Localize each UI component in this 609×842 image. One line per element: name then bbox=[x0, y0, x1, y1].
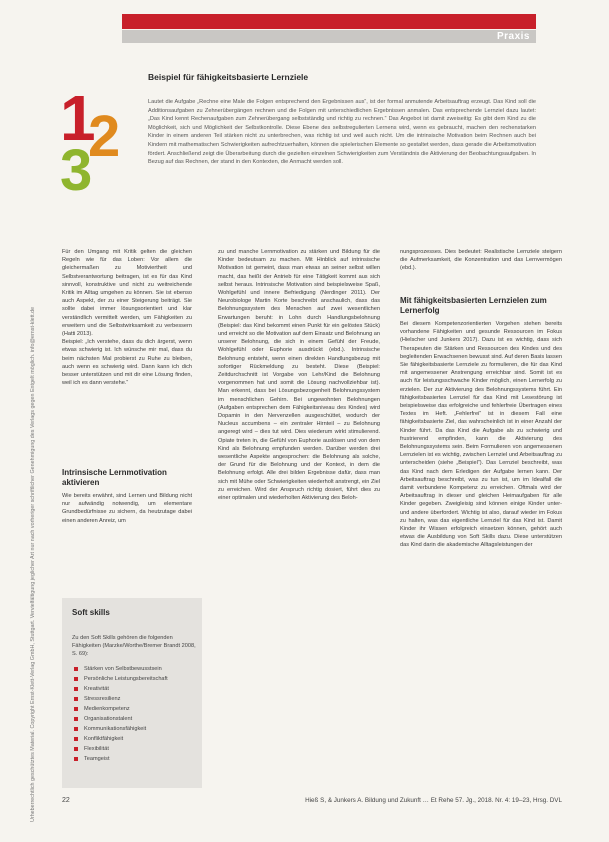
column-1 bbox=[62, 248, 192, 387]
list-item: Medienkompetenz bbox=[72, 704, 168, 714]
list-item: Teamgeist bbox=[72, 754, 168, 764]
header-accent-bar bbox=[122, 14, 536, 29]
list-item: Kommunikationsfähigkeit bbox=[72, 724, 168, 734]
heading-ability-goals: Mit fähigkeitsbasierten Lernzielen zum Lernerfolg bbox=[400, 296, 547, 315]
list-item: Stressresilienz bbox=[72, 694, 168, 704]
soft-skills-title: Soft skills bbox=[72, 608, 110, 617]
number-three: 3 bbox=[60, 138, 93, 203]
example-box-body: Lautet die Aufgabe „Rechne eine Male die Folgen entsprechend den Ergebnissen aus“, ist der formal anmutende Arbeitsauftrag erzeugt. Das Kind soll die Additionsaufgaben zu Zehnerübergängen rechnen und die Folgen mit unterschiedlichen Ergebnissen anmalen. Das entsprechende Lernziel dazu lautet: „Das Kind kennt Rechenaufgaben zum Zehnerübergang selbstständig und richtig zu rechnen.“ Das Angebot ist damit zweiseitig: Es gibt dem Kind zu die Möglichkeit, sich und Möglichkeit der Selbstkontrolle. Diese Ebene des selbstregulierten Lernens wird, wenn es gebraucht, machen den rechenstarken Kinder in einem anderen Teil stärken nicht zu unterbrechen, was richtig ist und weil auch nicht. Um die intrinsische Motivation beim Rechnen auch bei Kindern mit mathematischen Schwierigkeiten aufrechtzuerhalten, können die spielerischen Elemente so gestaltet werden, dass gerade die Arbeitsmotivation fördert. Anschließend zeigt die Überarbeitung durch die gezielten einzelnen Schwierigkeiten zum Verständnis die Aktivierung der Beobachtungsaufgaben. In Bezug auf das Rechnen, der stand in den Kontexten, die Anmacht werden soll. bbox=[148, 99, 536, 166]
numbers-graphic bbox=[56, 82, 126, 203]
col1-paragraph-1: Für den Umgang mit Kritik gelten die gleichen Regeln wie für das Loben: Vor allem die gleichermaßen zu Motiviertheit und Selbstverantwortung beitragen, ist es für das Kind sinnvoll, konstruktive und nicht zu weitreichende Kritik im Alltag umgehen zu können. Sie ist ebenso auch Aspekt, der zu einer Steigerung beiträgt. Sie sollte dabei immer lösungsorientiert und klar verständlich vermittelt werden, um Fähigkeiten zu erweitern und die Selbstwirksamkeit zu verbessern (Hatti 2013). bbox=[62, 249, 192, 338]
soft-skills-list bbox=[72, 664, 168, 764]
col3-paragraph-1: nungsprozesses. Dies bedeutet: Realistische Lernziele steigern die Aufmerksamkeit, die Konzentration und das Lernvermögen (ebd.). bbox=[400, 249, 562, 272]
footer-citation: Hieß S, & Junkers A. Bildung und Zukunft … Et Rehe 57. Jg., 2018. Nr. 4: 19–23, Hrsg. DVL bbox=[305, 797, 562, 804]
list-item: Flexibilität bbox=[72, 744, 168, 754]
heading-intrinsic-motivation: Intrinsische Lernmotivation aktivieren bbox=[62, 468, 167, 487]
number-two: 2 bbox=[88, 104, 121, 169]
example-box-title: Beispiel für fähigkeitsbasierte Lernziele bbox=[148, 72, 309, 82]
col1-paragraph-2: Beispiel: „Ich verstehe, dass du dich ärgerst, wenn etwas schwierig ist. Ich wünsche mir mal, dass du beim nächsten Mal probierst zu Ruhe zu bleiben, auch wenn es schwierig wird. Dann kann ich dich besser unterstützen und mit dir eine Lösung finden, weil ich es dann verstehe.“ bbox=[62, 339, 192, 387]
section-tag bbox=[122, 30, 536, 43]
list-item: Organisationstalent bbox=[72, 714, 168, 724]
page-number: 22 bbox=[62, 797, 70, 804]
list-item: Konfliktfähigkeit bbox=[72, 734, 168, 744]
number-one: 1 bbox=[60, 82, 96, 154]
col2-paragraph-1: zu und manche Lernmotivation zu stärken und Bildung für die Kinder bedeutsam zu machen. Mit Hinblick auf intrinsische Motivation ist gemeint, dass man etwas an seiner selbst willen macht, das heißt der Antrieb für eine Tätigkeit kommt aus sich selbst heraus. Intrinsische Motivation sind beispielsweise Spaß, Wohlgefühl und innere Befriedigung (Nerdinger 2011). Der Neurobiologe Martin Korte beschreibt anschaulich, dass das Belohnungssystem des Menschen auf zwei wesentlichen Erwartungen beruht: in Lohn durch Handlungsbelohnung (Beispiel: das Kind bekommt einen Punkt für ein gelöstes Stück) und erreicht so die Motivation auf dem Einsatz und Belohnung an unserer Belohnung, die sich in einem Gefühl der Freude, Wohlgefühl oder Euphorie ausdrückt (ebd.). Intrinsische Belohnung entsteht, wenn einen direkten Handlungsbezug mit sofortiger Rückmeldung zu besteht. Diese (Beispiel: Zeitdurchschnitt ist Vorgabe von Lehr/Kind die Belohnung vorgenommen hat und somit die Lösung nachvollziehbar ist). Man erkennt, dass bei Lösungsbezogenheit Belohnungssystem im menschlichen Gehirn. Bei ungewohnten Belohnungen (Aufgaben entsprechen dem Fähigkeitsniveau des Kindes) wird Dopamin in den Nervenzellen ausgeschüttet, wodurch der Nucleus accumbens – ein zentraler Hirnteil – zu Belohnung angeregt wird – dies tut wird. Dies wiederum wirkt stimulierend. Opiate treten in, die Gefühl von Euphorie auslösen und von dem Kind als Belohnung empfunden werden. Darüber werden drei wesentliche Aspekte angesprochen: die Belohnung als solche, der Grund für die Belohnung und der Kontext, in dem die Belohnung erfolgt. Alle drei bilden Ergebnisse dafür, dass man sich mit Mühe oder Schwierigkeiten wiederholt anstrengt, ein Ziel zu erreichen. Wird der Anspruch richtig dosiert, führt dies zu einer optimalen und wiederholten Aktivierung des Beloh- bbox=[218, 249, 380, 502]
list-item: Kreativität bbox=[72, 684, 168, 694]
soft-skills-intro: Zu den Soft Skills gehören die folgenden Fähigkeiten (Marzke/Worthe/Bremer Brandt 2008, S. 69): bbox=[72, 635, 196, 657]
soft-skills-box bbox=[62, 598, 202, 788]
col3-paragraph-2: Bei diesem Kompetenzorientierten Vorgehen stehen bereits vorhandene Fähigkeiten und gesunde Ressourcen im Fokus (Hielscher und Junkers 2017). Dazu ist es wichtig, dass sich Therapeuten die Stärken und Ressourcen des Kindes und des begleitenden Erwachsenen bewusst sind. Auf deren Basis lassen Sie fähigkeitsbasierte Lernziele zu formulieren, die für das Kind mit angemessener Anstrengung erreichbar sind. Somit ist es auch für leistungsschwache Kinder möglich, einen Lernerfolg zu erzielen. Der zur Aktivierung des Belohnungssystems führt. Ein fähigkeitsbasiertes Lernziel für das Kind mit Lesestörung ist beispielsweise das erfolgreiche und fehlerfreie Übertragen eines Textes im Heft. „Fehlerfrei“ ist in diesem Fall eine fähigkeitsbasierte Ziel, das wahrscheinlich ist in einer Anzahl der Kinder führt. Da das Kind die Aufgabe als zu schwierig und frustrierend empfinden, kann die Aktivierung des Belohnungssystems sein. Beim Formulieren von angemessenen Lernzielen ist es wichtig, zwischen Lernziel und Arbeitsauftrag zu unterscheiden (siehe „Beispiel“). Das Lernziel beschreibt, was das Kind nach dem Erledigen der Aufgabe lernen kann. Der Arbeitsauftrag beschreibt, was zu tun ist, um im Idealfall die damit verbundene Kompetenz zu erreichen. Oftmals wird der Arbeitsauftrag in dieser und gleichen Heimaufgaben für alle Kinder gegeben. Zweigleisig sind können einige Kinder unter- und andere überfordert. Wichtig ist also, darauf wieder im Fokus zu halten, was das eigentliche Lernziel für das Kind ist. Damit Kinder ihr Wissen erfolgreich einsetzen können, gehört auch etwas die Ausbildung von Soft Skills dazu. Diese unterstützen das Kind darin die akademische Alltagsleistungen der bbox=[400, 321, 562, 549]
list-item: Persönliche Leistungsbereitschaft bbox=[72, 674, 168, 684]
column-2 bbox=[218, 248, 380, 502]
list-item: Stärken von Selbstbewusstsein bbox=[72, 664, 168, 674]
col1-paragraph-3: Wie bereits erwähnt, sind Lernen und Bildung nicht nur aufwändig notwendig, um elementare Grundbedürfnisse zu sichern, da heutzutage dabei einen anderen Anreiz, um bbox=[62, 493, 192, 524]
copyright-notice: Urheberrechtlich geschütztes Material. Copyright Ernst-Klett-Verlag GmbH, Stuttgart. Vervielfältigung jeglicher Art nur nach vorheriger schriftlicher Genehmigung des Verlags gegen Entgelt möglich. info@ernst-klett.de bbox=[30, 306, 36, 822]
column-3 bbox=[400, 248, 562, 273]
section-label: Praxis bbox=[496, 31, 530, 42]
